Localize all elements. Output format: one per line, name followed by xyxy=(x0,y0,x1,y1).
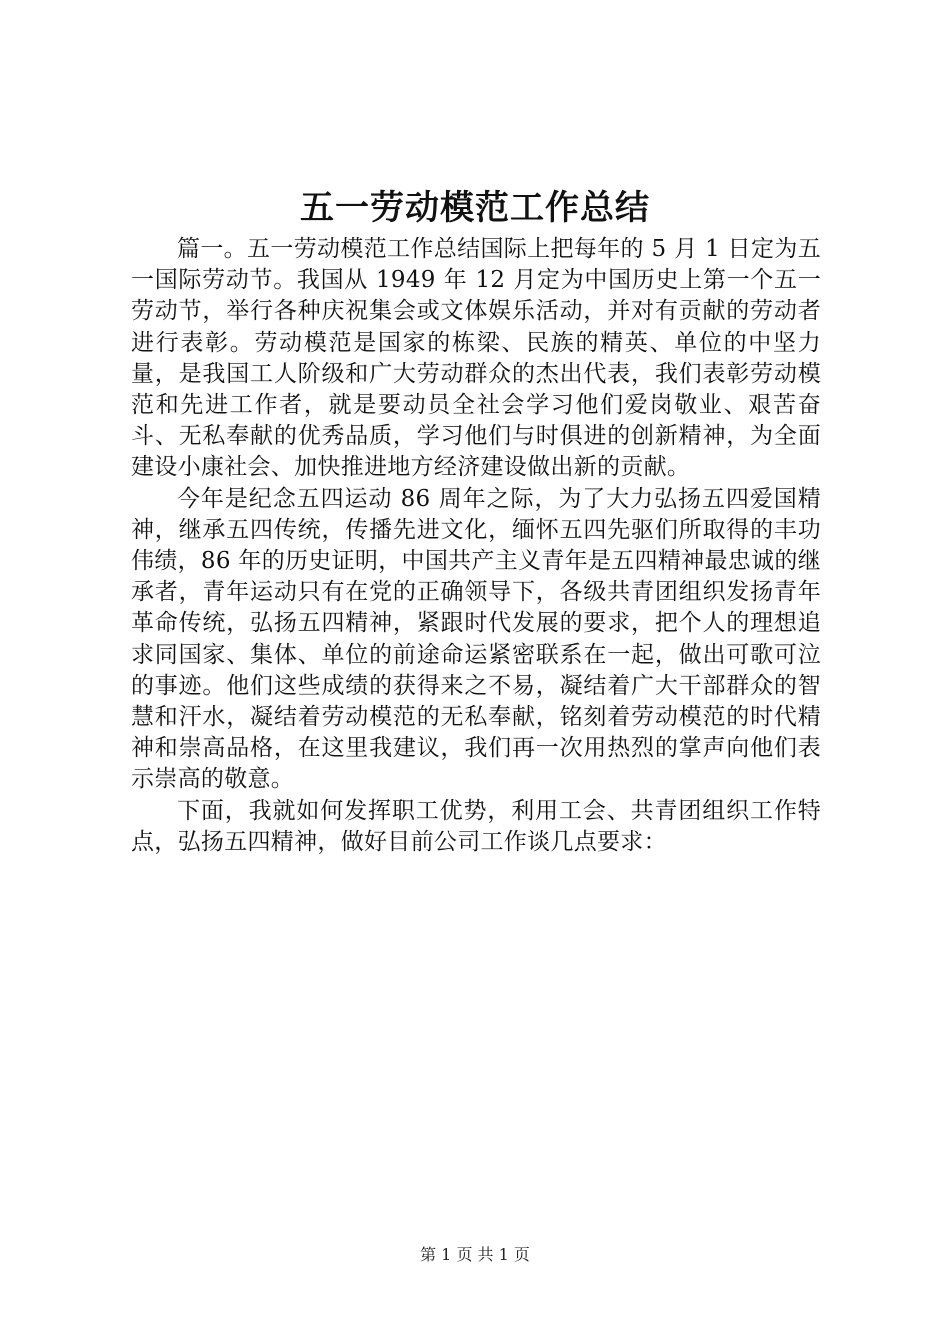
paragraph-1: 篇一。五一劳动模范工作总结国际上把每年的 5 月 1 日定为五一国际劳动节。我国从 1949 年 12 月定为中国历史上第一个五一劳动节，举行各种庆祝集会或文体娱乐活动，并对有贡献的劳动者进行表彰。劳动模范是国家的栋梁、民族的精英、单位的中坚力量，是我国工人阶级和广大劳动群众的杰出代表，我们表彰劳动模范和先进工作者，就是要动员全社会学习他们爱岗敬业、艰苦奋斗、无私奉献的优秀品质，学习他们与时俱进的创新精神，为全面建设小康社会、加快推进地方经济建设做出新的贡献。 xyxy=(131,236,821,481)
paragraph-2: 今年是纪念五四运动 86 周年之际，为了大力弘扬五四爱国精神，继承五四传统，传播先进文化，缅怀五四先驱们所取得的丰功伟绩，86 年的历史证明，中国共产主义青年是五四精神最忠诚的继承者，青年运动只有在党的正确领导下，各级共青团组织发扬青年革命传统，弘扬五四精神，紧跟时代发展的要求，把个人的理想追求同国家、集体、单位的前途命运紧密联系在一起，做出可歌可泣的事迹。他们这些成绩的获得来之不易，凝结着广大干部群众的智慧和汗水，凝结着劳动模范的无私奉献，铭刻着劳动模范的时代精神和崇高品格，在这里我建议，我们再一次用热烈的掌声向他们表示崇高的敬意。 xyxy=(131,485,821,793)
document-body xyxy=(131,234,821,858)
paragraph-3: 下面，我就如何发挥职工优势，利用工会、共青团组织工作特点，弘扬五四精神，做好目前公司工作谈几点要求： xyxy=(131,797,821,855)
page-footer: 第 1 页 共 1 页 xyxy=(420,1245,530,1264)
document-title: 五一劳动模范工作总结 xyxy=(300,188,650,228)
